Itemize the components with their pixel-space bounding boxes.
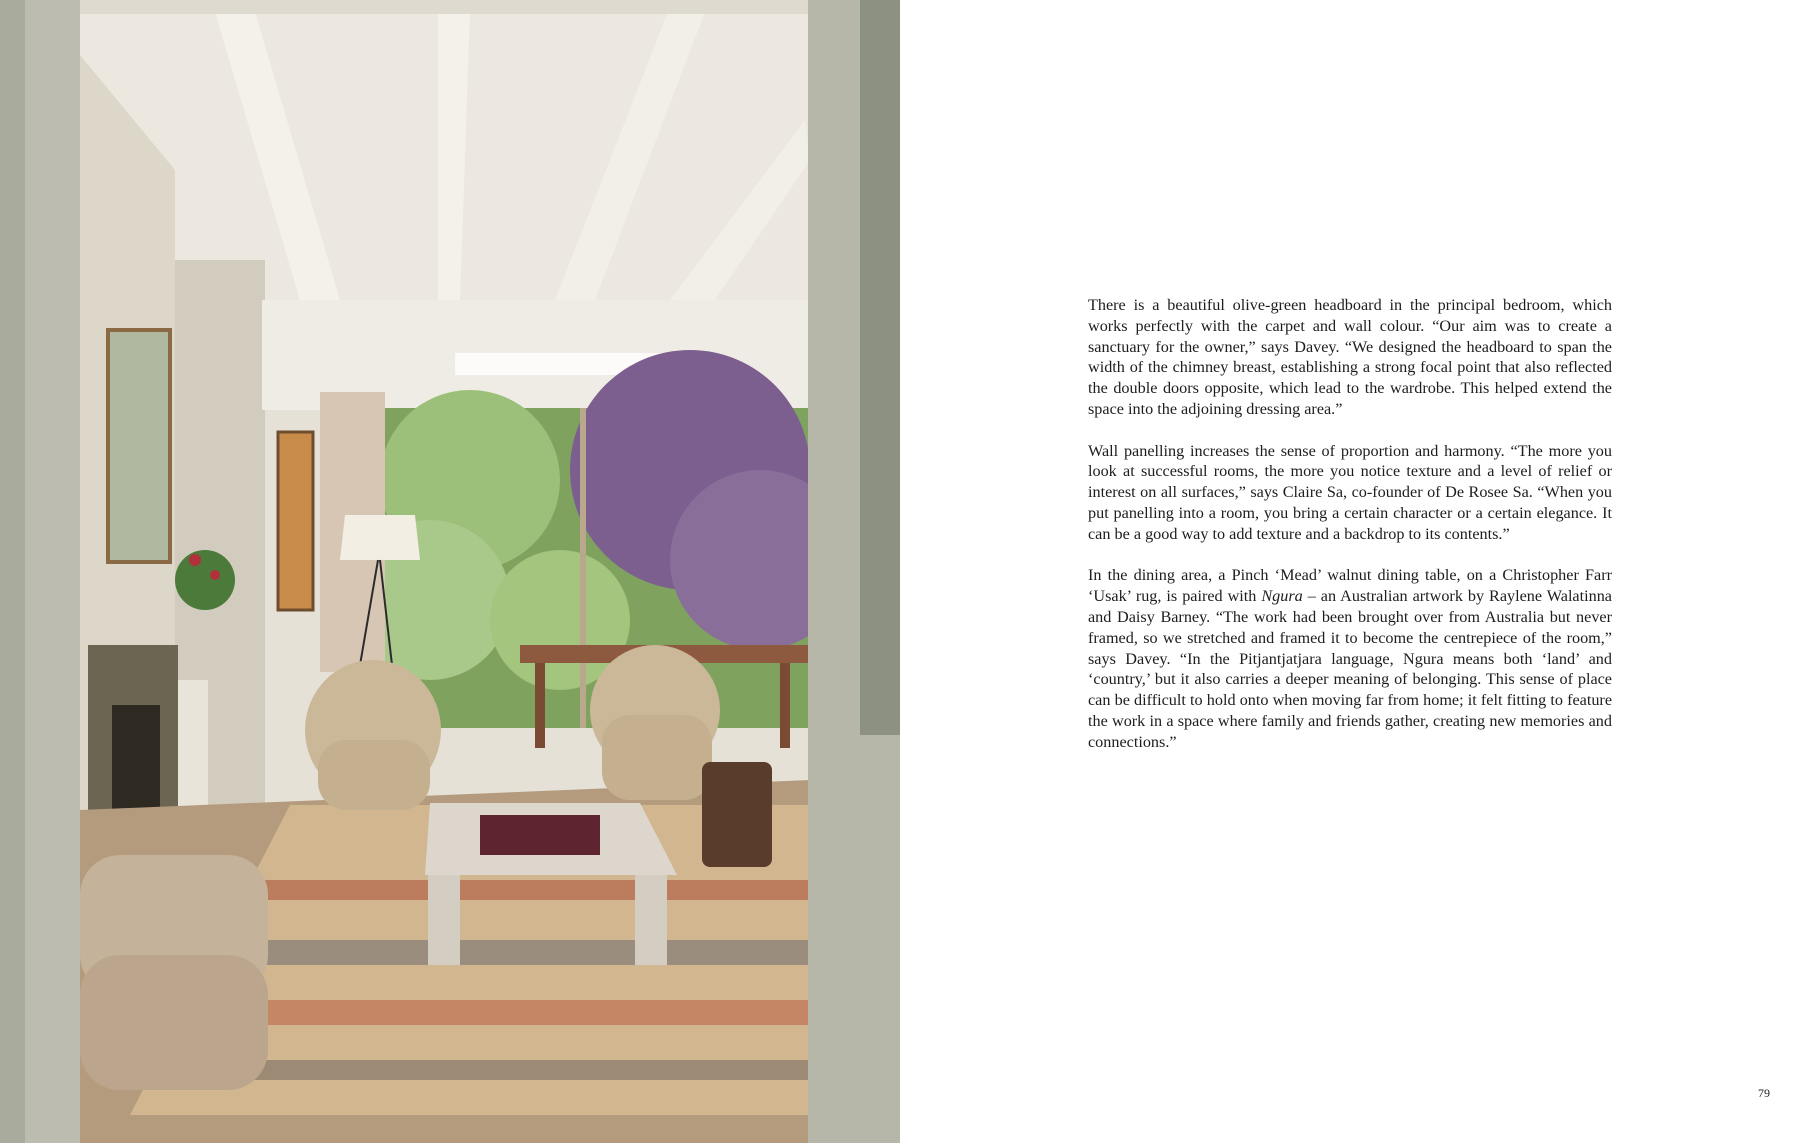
paragraph-headboard: There is a beautiful olive-green headboard in the principal bedroom, which works perfectly with the carpet and wall colour. “Our aim was to create a sanctuary for the owner,” says Davey. “We designed the headboard to span the width of the chimney breast, establishing a strong focal point that also reflected the double doors opposite, which lead to the wardrobe. This helped extend the space into the adjoining dressing area.” (1088, 296, 1612, 418)
painting (278, 432, 313, 610)
page-number: 79 (1758, 1086, 1770, 1100)
floor-lamp-shade (340, 515, 420, 560)
paragraph-dining-area-start: In the dining area, a Pinch ‘Mead’ walnut dining table, on a Christopher Farr ‘Usak’ rug, is paired with (1088, 566, 1612, 606)
artwork-title: Ngura (1261, 587, 1303, 606)
side-table (702, 762, 772, 867)
paragraph-panelling: Wall panelling increases the sense of proportion and harmony. “The more you look at successful rooms, the more you notice texture and a level of relief or interest on all surfaces,” says Claire Sa, co-founder of De Rosee Sa. “When you put panelling into a room, you bring a certain character or a certain elegance. It can be a good way to add texture and a backdrop to its contents.” (1088, 441, 1612, 543)
painting (108, 330, 170, 562)
paragraph-dining-area-end: – an Australian artwork by Raylene Walatinna and Daisy Barney. “The work had been brought over from Australia but never framed, so we stretched and framed it to become the centrepiece of the room,” says Davey. “In the Pitjantjatjara language, Ngura means both ‘land’ and ‘country,’ but it also carries a deeper meaning of belonging. This sense of place can be difficult to hold onto when moving far from home; it felt fitting to feature the work in a space where family and friends gather, creating new memories and connections.” (1088, 587, 1612, 751)
paragraph-dining-area (1088, 565, 1612, 752)
article-body (1088, 295, 1612, 773)
